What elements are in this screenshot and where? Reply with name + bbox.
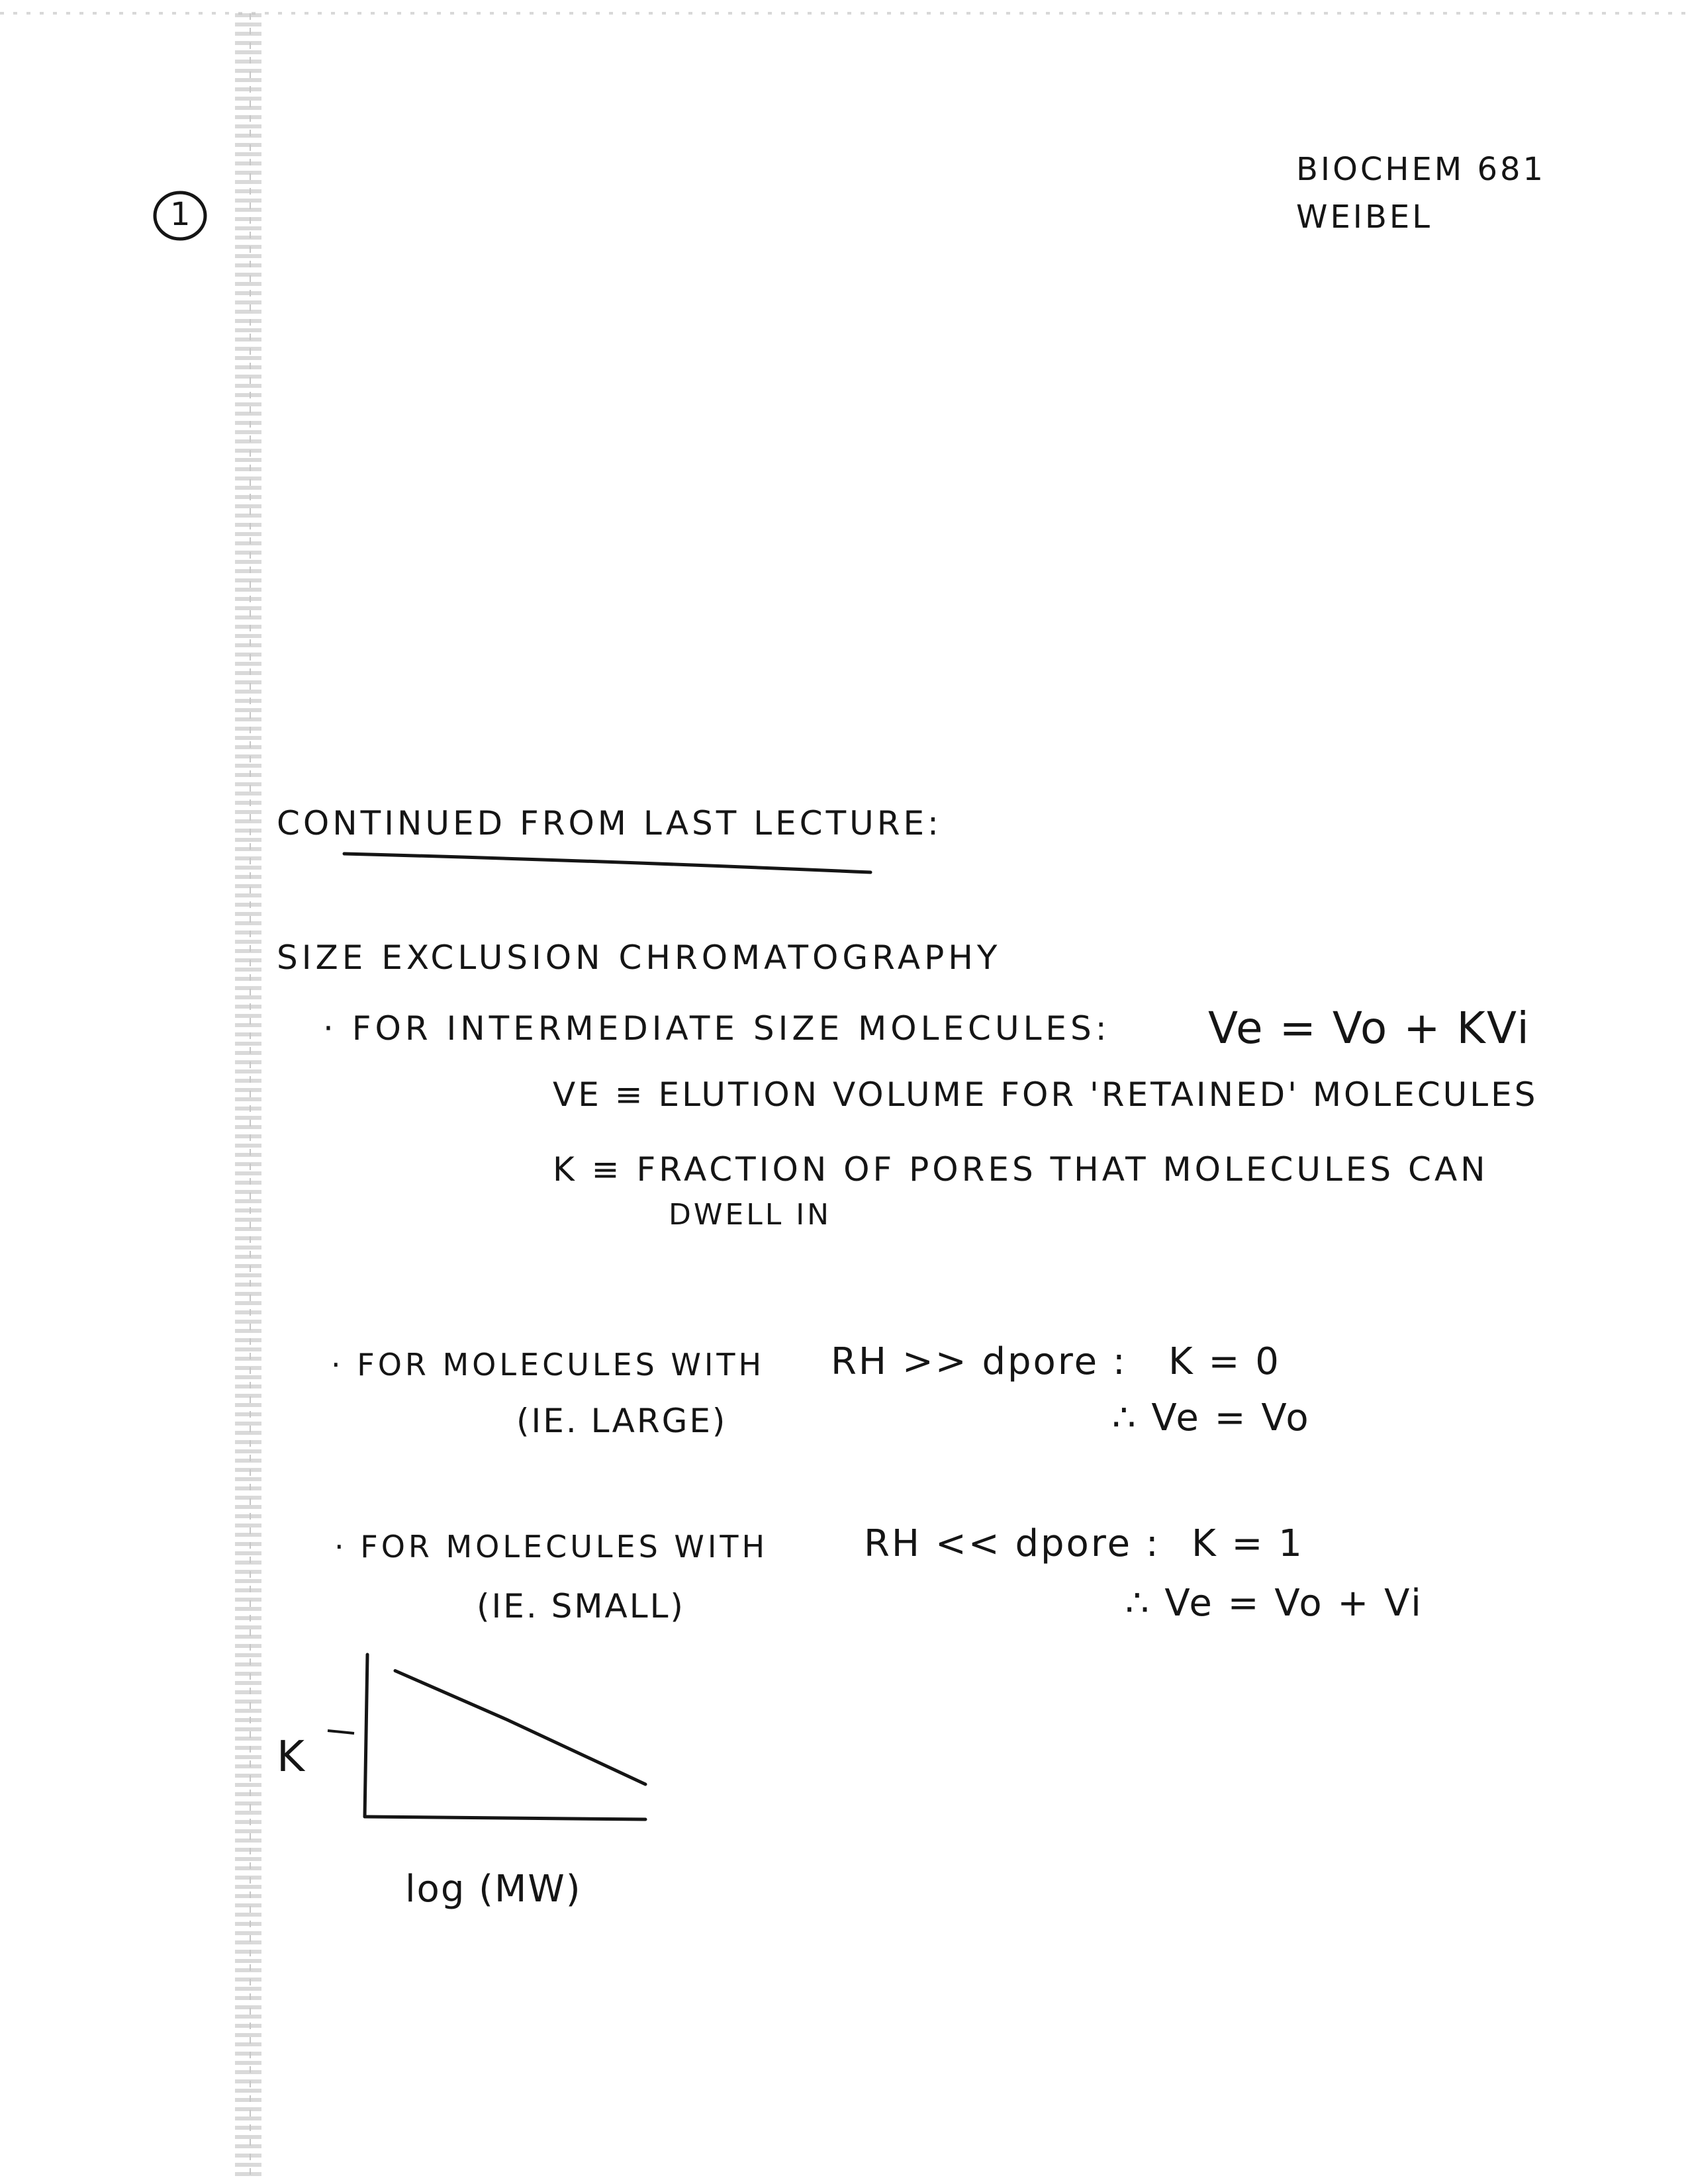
small-result: ∴ Ve = Vo + Vi [1125,1582,1423,1625]
definition-k-line1: K ≡ FRACTION OF PORES THAT MOLECULES CAN [553,1150,1489,1189]
chart-xlabel: log (MW) [405,1868,582,1911]
small-bullet: · FOR MOLECULES WITH [334,1529,769,1565]
course-label: BIOCHEM 681 [1296,151,1546,188]
small-note: (IE. SMALL) [477,1587,685,1625]
chart-y-tick [328,1731,354,1733]
large-result: ∴ Ve = Vo [1112,1396,1311,1439]
small-k-value: K = 1 [1192,1522,1304,1565]
small-condition: RH << dpore : [864,1522,1160,1565]
large-note: (IE. LARGE) [516,1402,727,1440]
large-bullet: · FOR MOLECULES WITH [331,1347,765,1383]
intermediate-bullet: · FOR INTERMEDIATE SIZE MOLECULES: [323,1009,1111,1048]
chart-x-axis [365,1817,645,1819]
instructor-name: WEIBEL [1296,199,1432,236]
definition-ve: VE ≡ ELUTION VOLUME FOR 'RETAINED' MOLECULES [553,1075,1538,1114]
chart-series-line-0 [395,1671,645,1785]
topic-title: SIZE EXCLUSION CHROMATOGRAPHY [277,938,1002,977]
chart-axes [328,1655,645,1819]
intermediate-equation: Ve = Vo + KVi [1208,1003,1530,1054]
chart-ylabel: K [277,1733,307,1782]
section-heading: CONTINUED FROM LAST LECTURE: [277,804,942,842]
chart-y-axis [365,1655,367,1817]
definition-k-line2: DWELL IN [669,1198,832,1232]
large-k-value: K = 0 [1168,1340,1281,1383]
chart-series [395,1671,645,1785]
page-number: 1 [170,196,193,233]
large-condition: RH >> dpore : [831,1340,1127,1383]
